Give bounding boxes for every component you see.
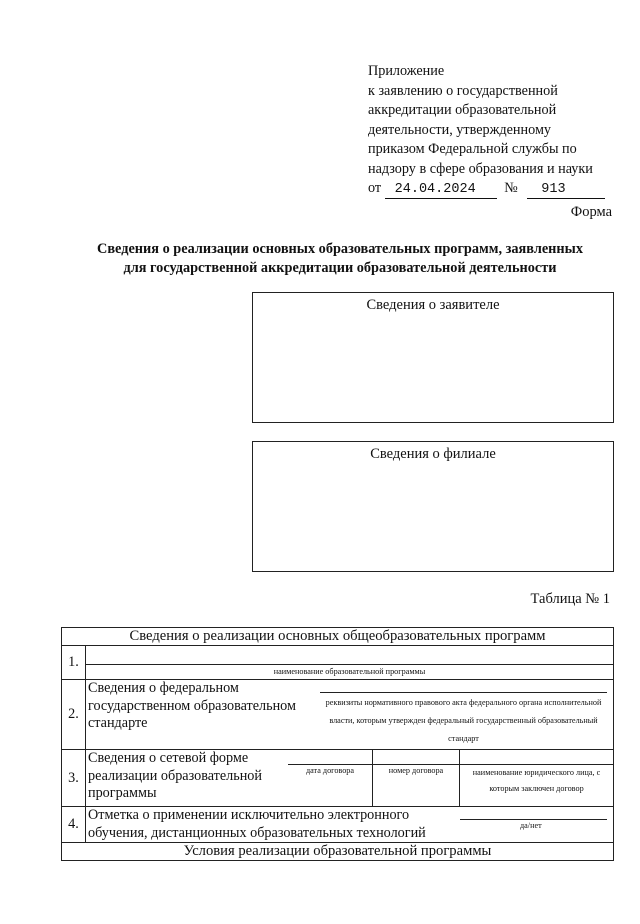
field-caption: реквизиты нормативного правового акта федерального органа исполнительной власти, которым утвержден федеральный государственный образовательный стандарт [325, 698, 602, 743]
programs-table [61, 627, 614, 861]
network-form-label: Сведения о сетевой форме реализации образовательной программы [88, 750, 262, 801]
order-number-value: 913 [527, 182, 605, 199]
document-title [60, 240, 620, 278]
branch-info-box[interactable] [252, 441, 614, 572]
fgos-label: Сведения о федеральном государственном образовательном стандарте [88, 680, 296, 731]
program-name-cell[interactable] [86, 646, 614, 680]
order-date-line [368, 179, 630, 199]
appendix-line: приказом Федеральной службы по [368, 141, 577, 157]
field-caption: наименование юридического лица, с которым заключен договор [460, 764, 613, 797]
contract-date-field[interactable] [288, 764, 372, 806]
table-header: Сведения о реализации основных общеобразовательных программ [62, 628, 614, 646]
appendix-line: деятельности, утвержденному [368, 121, 552, 138]
title-line: Сведения о реализации основных образовательных программ, заявленных [97, 241, 583, 257]
form-label: Форма [570, 204, 612, 220]
row-number: 2. [62, 680, 86, 750]
date-prefix: от [368, 180, 382, 196]
remote-learning-field[interactable] [454, 807, 613, 842]
applicant-info-box[interactable] [252, 292, 614, 423]
number-sign: № [504, 180, 518, 196]
field-caption: да/нет [520, 821, 542, 830]
field-caption: номер договора [373, 764, 459, 777]
row-number: 3. [62, 750, 86, 807]
appendix-line: аккредитации образовательной [368, 102, 557, 118]
row-number: 4. [62, 807, 86, 843]
field-caption: наименование образовательной программы [273, 667, 426, 676]
appendix-line: к заявлению о государственной [368, 82, 558, 99]
title-line: для государственной аккредитации образовательной деятельности [123, 260, 557, 276]
table-number: Таблица № 1 [530, 591, 610, 607]
row-number: 1. [62, 646, 86, 680]
remote-learning-label: Отметка о применении исключительно электронного обучения, дистанционных образовательных технологий [88, 807, 426, 841]
branch-box-label: Сведения о филиале [370, 446, 496, 462]
table-footer: Условия реализации образовательной программы [62, 843, 614, 861]
legal-entity-field[interactable] [460, 750, 613, 806]
order-date-value: 24.04.2024 [385, 182, 497, 199]
contract-number-field[interactable] [372, 750, 460, 806]
appendix-line: надзору в сфере образования и науки [368, 160, 593, 177]
appendix-block [368, 62, 630, 199]
fgos-field[interactable] [314, 680, 613, 748]
appendix-line: Приложение [368, 63, 445, 79]
field-caption: дата договора [305, 766, 355, 775]
applicant-box-label: Сведения о заявителе [366, 297, 500, 313]
